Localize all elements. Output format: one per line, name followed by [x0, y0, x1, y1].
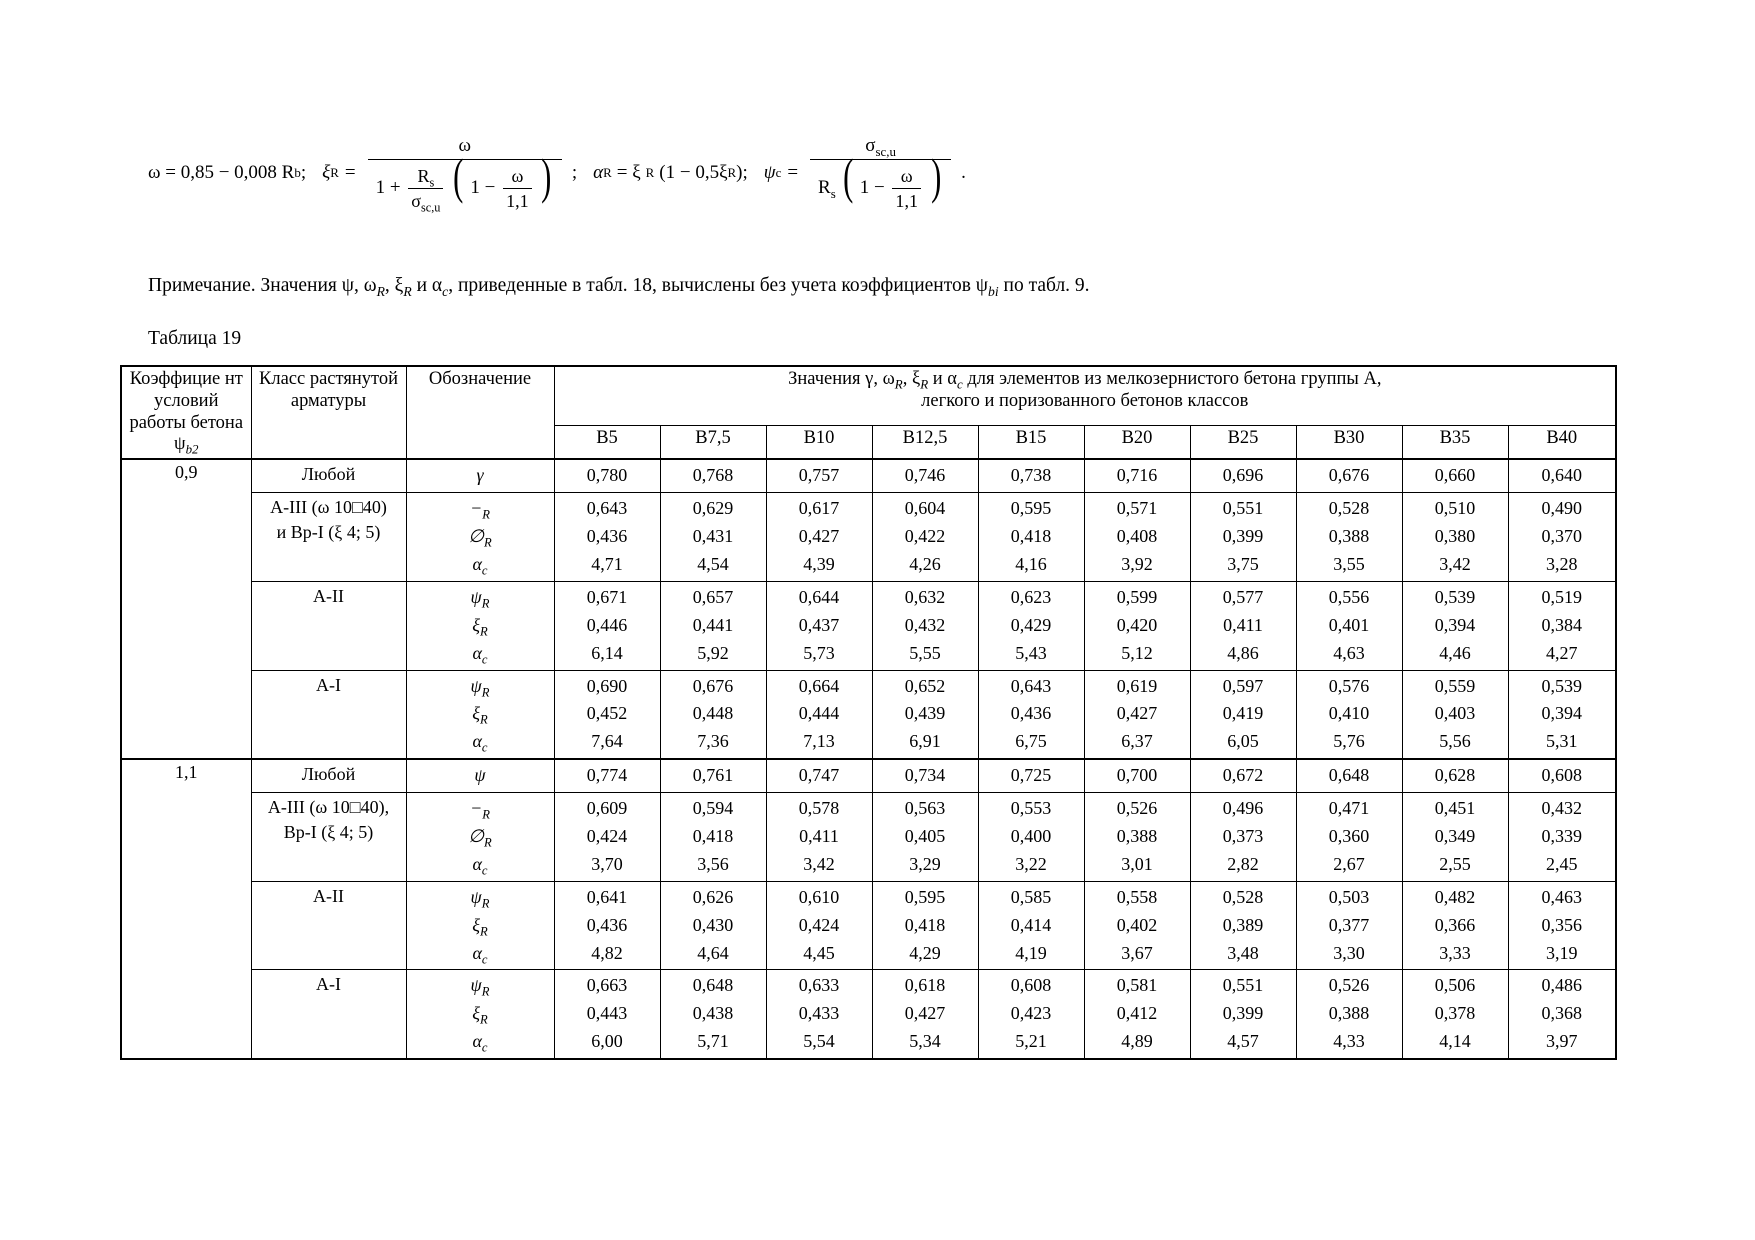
rebar-class-cell: А-II: [251, 881, 406, 970]
value-cell: 0,676 0,448 7,36: [660, 670, 766, 759]
value-cell: 0,599 0,420 5,12: [1084, 581, 1190, 670]
value-cell: 0,558 0,402 3,67: [1084, 881, 1190, 970]
value-cell: 0,526 0,388 4,33: [1296, 970, 1402, 1059]
header-class-10: В10: [766, 426, 872, 459]
value-cell: 0,563 0,405 3,29: [872, 793, 978, 882]
designation-cell: ψ: [406, 759, 554, 792]
psi-den-R: R: [818, 177, 831, 198]
value-cell: 0,609 0,424 3,70: [554, 793, 660, 882]
header-row-1: [121, 366, 1616, 426]
value-cell: 0,643 0,436 4,71: [554, 493, 660, 582]
psi-den-one: 1 −: [859, 177, 885, 198]
value-cell: 0,553 0,400 3,22: [978, 793, 1084, 882]
xi-den-ratio-den: $\sigma_{sc,u}$: [408, 188, 443, 212]
table-row: [121, 793, 1616, 882]
rebar-class-cell: А-III (ω 10□40), Вр-I (ξ 4; 5): [251, 793, 406, 882]
header-class-30: В30: [1296, 426, 1402, 459]
table-row: [121, 581, 1616, 670]
xi-denominator: [368, 149, 562, 215]
value-cell: 0,490 0,370 3,28: [1508, 493, 1616, 582]
value-cell: 0,604 0,422 4,26: [872, 493, 978, 582]
equals-2: =: [787, 162, 799, 184]
value-cell: 0,690 0,452 7,64: [554, 670, 660, 759]
value-cell: 0,746: [872, 459, 978, 492]
value-cell: 0,595 0,418 4,29: [872, 881, 978, 970]
value-cell: 0,526 0,388 3,01: [1084, 793, 1190, 882]
designation-cell: $\psi_R$ $\xi_R$ $\alpha_c$: [406, 970, 554, 1059]
value-cell: 0,610 0,424 4,45: [766, 881, 872, 970]
table-row: [121, 881, 1616, 970]
value-cell: 0,640: [1508, 459, 1616, 492]
value-cell: 0,608 0,423 5,21: [978, 970, 1084, 1059]
value-cell: 0,539 0,394 4,46: [1402, 581, 1508, 670]
value-cell: 0,551 0,399 4,57: [1190, 970, 1296, 1059]
rebar-class-cell: А-III (ω 10□40) и Вр-I (ξ 4; 5): [251, 493, 406, 582]
alpha-paren-expr: (1 − 0,5ξ: [659, 162, 728, 184]
value-cell: 0,633 0,433 5,54: [766, 970, 872, 1059]
value-cell: 0,617 0,427 4,39: [766, 493, 872, 582]
value-cell: 0,780: [554, 459, 660, 492]
table-body: [121, 459, 1616, 1059]
psi-label: ψ: [763, 162, 776, 184]
header-class-40: В40: [1508, 426, 1616, 459]
value-cell: 0,551 0,399 3,75: [1190, 493, 1296, 582]
value-cell: 0,595 0,418 4,16: [978, 493, 1084, 582]
value-cell: 0,608: [1508, 759, 1616, 792]
psi-den-inner-den: 1,1: [892, 188, 921, 212]
designation-cell: $\psi_R$ $\xi_R$ $\alpha_c$: [406, 581, 554, 670]
value-cell: 0,696: [1190, 459, 1296, 492]
formula-alpha-R: α R = ξ R (1 − 0,5ξ R );: [593, 162, 748, 184]
rebar-class-cell: А-I: [251, 970, 406, 1059]
header-coefficient-sub: b2: [185, 442, 199, 458]
designation-cell: $-_R$ $\emptyset_R$ $\alpha_c$: [406, 493, 554, 582]
value-cell: 0,643 0,436 6,75: [978, 670, 1084, 759]
rebar-class-cell: А-II: [251, 581, 406, 670]
value-cell: 0,747: [766, 759, 872, 792]
value-cell: 0,559 0,403 5,56: [1402, 670, 1508, 759]
alpha-paren-close: );: [736, 162, 748, 184]
value-cell: 0,528 0,388 3,55: [1296, 493, 1402, 582]
note-sub-1: R: [376, 283, 385, 299]
value-cell: 0,619 0,427 6,37: [1084, 670, 1190, 759]
value-cell: 0,632 0,432 5,55: [872, 581, 978, 670]
table-header: [121, 366, 1616, 459]
alpha-label: α: [593, 162, 604, 184]
header-coefficient-text: Коэффицие нт условий работы бетона ψ: [129, 369, 244, 455]
header-values-span: [554, 366, 1616, 426]
value-cell: 0,597 0,419 6,05: [1190, 670, 1296, 759]
header-class-75: В7,5: [660, 426, 766, 459]
note-part-1: Примечание. Значения ψ, ω: [148, 275, 377, 296]
paren-close-2: ): [930, 149, 942, 204]
value-cell: 0,626 0,430 4,64: [660, 881, 766, 970]
xi-den-inner-frac: [503, 166, 532, 212]
header-class-35: В35: [1402, 426, 1508, 459]
designation-cell: $-_R$ $\emptyset_R$ $\alpha_c$: [406, 793, 554, 882]
note-part-4: , приведенные в табл. 18, вычислены без учета коэффициентов ψ: [448, 275, 989, 296]
note-paragraph: [148, 275, 1090, 297]
value-cell: 0,576 0,410 5,76: [1296, 670, 1402, 759]
xi-den-one: 1 +: [375, 177, 401, 198]
header-class-5: В5: [554, 426, 660, 459]
value-cell: 0,571 0,408 3,92: [1084, 493, 1190, 582]
value-cell: 0,664 0,444 7,13: [766, 670, 872, 759]
value-cell: 0,496 0,373 2,82: [1190, 793, 1296, 882]
note-part-3: и α: [411, 275, 443, 296]
value-cell: 0,618 0,427 5,34: [872, 970, 978, 1059]
value-cell: 0,738: [978, 459, 1084, 492]
value-cell: 0,648: [1296, 759, 1402, 792]
table-caption: Таблица 19: [148, 328, 242, 349]
value-cell: 0,510 0,380 3,42: [1402, 493, 1508, 582]
note-sub-4: bi: [988, 283, 999, 299]
designation-cell: γ: [406, 459, 554, 492]
value-cell: 0,648 0,438 5,71: [660, 970, 766, 1059]
header-values-line2: легкого и поризованного бетонов классов: [921, 390, 1249, 411]
semicolon-2: ;: [571, 162, 578, 184]
value-cell: 0,463 0,356 3,19: [1508, 881, 1616, 970]
header-rebar-class: Класс растянутой арматуры: [251, 366, 406, 459]
xi-label: ξ: [322, 162, 331, 184]
xi-den-ratio-num: $R_s$: [417, 165, 435, 190]
alpha-expr: = ξ: [616, 162, 641, 184]
formula-psi-c: ψ c = $\sigma_{sc,u}$ $R_s$ ( 1 − $\frac{\omega}{1,1}$ ) .: [763, 135, 966, 211]
rebar-class-cell: А-I: [251, 670, 406, 759]
value-cell: 0,660: [1402, 459, 1508, 492]
formula-omega: ω = 0,85 − 0,008 R b ;: [148, 162, 307, 184]
value-cell: 0,556 0,401 4,63: [1296, 581, 1402, 670]
designation-cell: $\psi_R$ $\xi_R$ $\alpha_c$: [406, 881, 554, 970]
value-cell: 0,676: [1296, 459, 1402, 492]
value-cell: 0,761: [660, 759, 766, 792]
psi-numerator: $\sigma_{sc,u}$: [865, 135, 896, 159]
note-sub-2: R: [403, 283, 412, 299]
designation-cell: $\psi_R$ $\xi_R$ $\alpha_c$: [406, 670, 554, 759]
value-cell: 0,657 0,441 5,92: [660, 581, 766, 670]
xi-den-ratio: [408, 165, 443, 215]
value-cell: 0,432 0,339 2,45: [1508, 793, 1616, 882]
value-cell: 0,628: [1402, 759, 1508, 792]
header-values-line1: Значения γ, $\omega_R$, $\xi_R$ и $\alpha_c$ для элементов из мелкозернистого бетона группы А,: [788, 369, 1382, 392]
value-cell: 0,519 0,384 4,27: [1508, 581, 1616, 670]
value-cell: 0,528 0,389 3,48: [1190, 881, 1296, 970]
paren-open-1: (: [453, 149, 464, 204]
semicolon-1: ;: [300, 162, 307, 184]
value-cell: 0,663 0,443 6,00: [554, 970, 660, 1059]
xi-numerator: ω: [458, 135, 471, 156]
formula-xi-R: ξ R = ω 1 + $\frac{R_s}{\sigma_{sc,u}}$ ( 1 − $\frac{\omega}{1,1}$ ) ;: [322, 135, 578, 215]
value-cell: 0,506 0,378 4,14: [1402, 970, 1508, 1059]
xi-den-inner-den: 1,1: [503, 188, 532, 212]
value-cell: 0,629 0,431 4,54: [660, 493, 766, 582]
period-end: .: [961, 162, 966, 184]
table-row: [121, 670, 1616, 759]
note-part-2: , ξ: [384, 275, 404, 296]
table-row: [121, 493, 1616, 582]
header-class-15: В15: [978, 426, 1084, 459]
table-row: [121, 759, 1616, 792]
value-cell: 0,578 0,411 3,42: [766, 793, 872, 882]
value-cell: 0,577 0,411 4,86: [1190, 581, 1296, 670]
value-cell: 0,471 0,360 2,67: [1296, 793, 1402, 882]
header-class-20: В20: [1084, 426, 1190, 459]
psi-den-R-sub: s: [830, 185, 836, 201]
header-class-125: В12,5: [872, 426, 978, 459]
paren-open-2: (: [842, 149, 853, 204]
table-19: [120, 365, 1617, 1060]
value-cell: 0,725: [978, 759, 1084, 792]
psi-den-inner-frac: [892, 166, 921, 212]
value-cell: 0,768: [660, 459, 766, 492]
value-cell: 0,482 0,366 3,33: [1402, 881, 1508, 970]
coefficient-cell: 0,9: [121, 459, 251, 759]
value-cell: 0,757: [766, 459, 872, 492]
header-designation: Обозначение: [406, 366, 554, 459]
table-19-wrapper: [120, 365, 1615, 1060]
value-cell: 0,581 0,412 4,89: [1084, 970, 1190, 1059]
value-cell: 0,585 0,414 4,19: [978, 881, 1084, 970]
rebar-class-cell: Любой: [251, 459, 406, 492]
note-sub-3: c: [442, 283, 449, 299]
formula-line: [148, 135, 982, 215]
value-cell: 0,652 0,439 6,91: [872, 670, 978, 759]
value-cell: 0,641 0,436 4,82: [554, 881, 660, 970]
note-part-5: по табл. 9.: [998, 275, 1090, 296]
header-coefficient: [121, 366, 251, 459]
rebar-class-cell: Любой: [251, 759, 406, 792]
coefficient-cell: 1,1: [121, 759, 251, 1059]
value-cell: 0,486 0,368 3,97: [1508, 970, 1616, 1059]
value-cell: 0,644 0,437 5,73: [766, 581, 872, 670]
psi-fraction: [810, 135, 951, 212]
value-cell: 0,623 0,429 5,43: [978, 581, 1084, 670]
xi-den-one2: 1 −: [470, 177, 496, 198]
value-cell: 0,734: [872, 759, 978, 792]
table-row: [121, 970, 1616, 1059]
value-cell: 0,700: [1084, 759, 1190, 792]
paren-close-1: ): [541, 149, 552, 204]
equals-1: =: [344, 162, 356, 184]
xi-den-inner-num: ω: [511, 165, 524, 186]
header-class-25: В25: [1190, 426, 1296, 459]
value-cell: 0,451 0,349 2,55: [1402, 793, 1508, 882]
psi-den-inner-num: ω: [900, 165, 913, 186]
value-cell: 0,503 0,377 3,30: [1296, 881, 1402, 970]
xi-fraction: [368, 135, 562, 215]
value-cell: 0,594 0,418 3,56: [660, 793, 766, 882]
value-cell: 0,671 0,446 6,14: [554, 581, 660, 670]
value-cell: 0,774: [554, 759, 660, 792]
value-cell: 0,672: [1190, 759, 1296, 792]
value-cell: 0,716: [1084, 459, 1190, 492]
value-cell: 0,539 0,394 5,31: [1508, 670, 1616, 759]
table-row: [121, 459, 1616, 492]
omega-definition: ω = 0,85 − 0,008 R: [148, 162, 295, 184]
